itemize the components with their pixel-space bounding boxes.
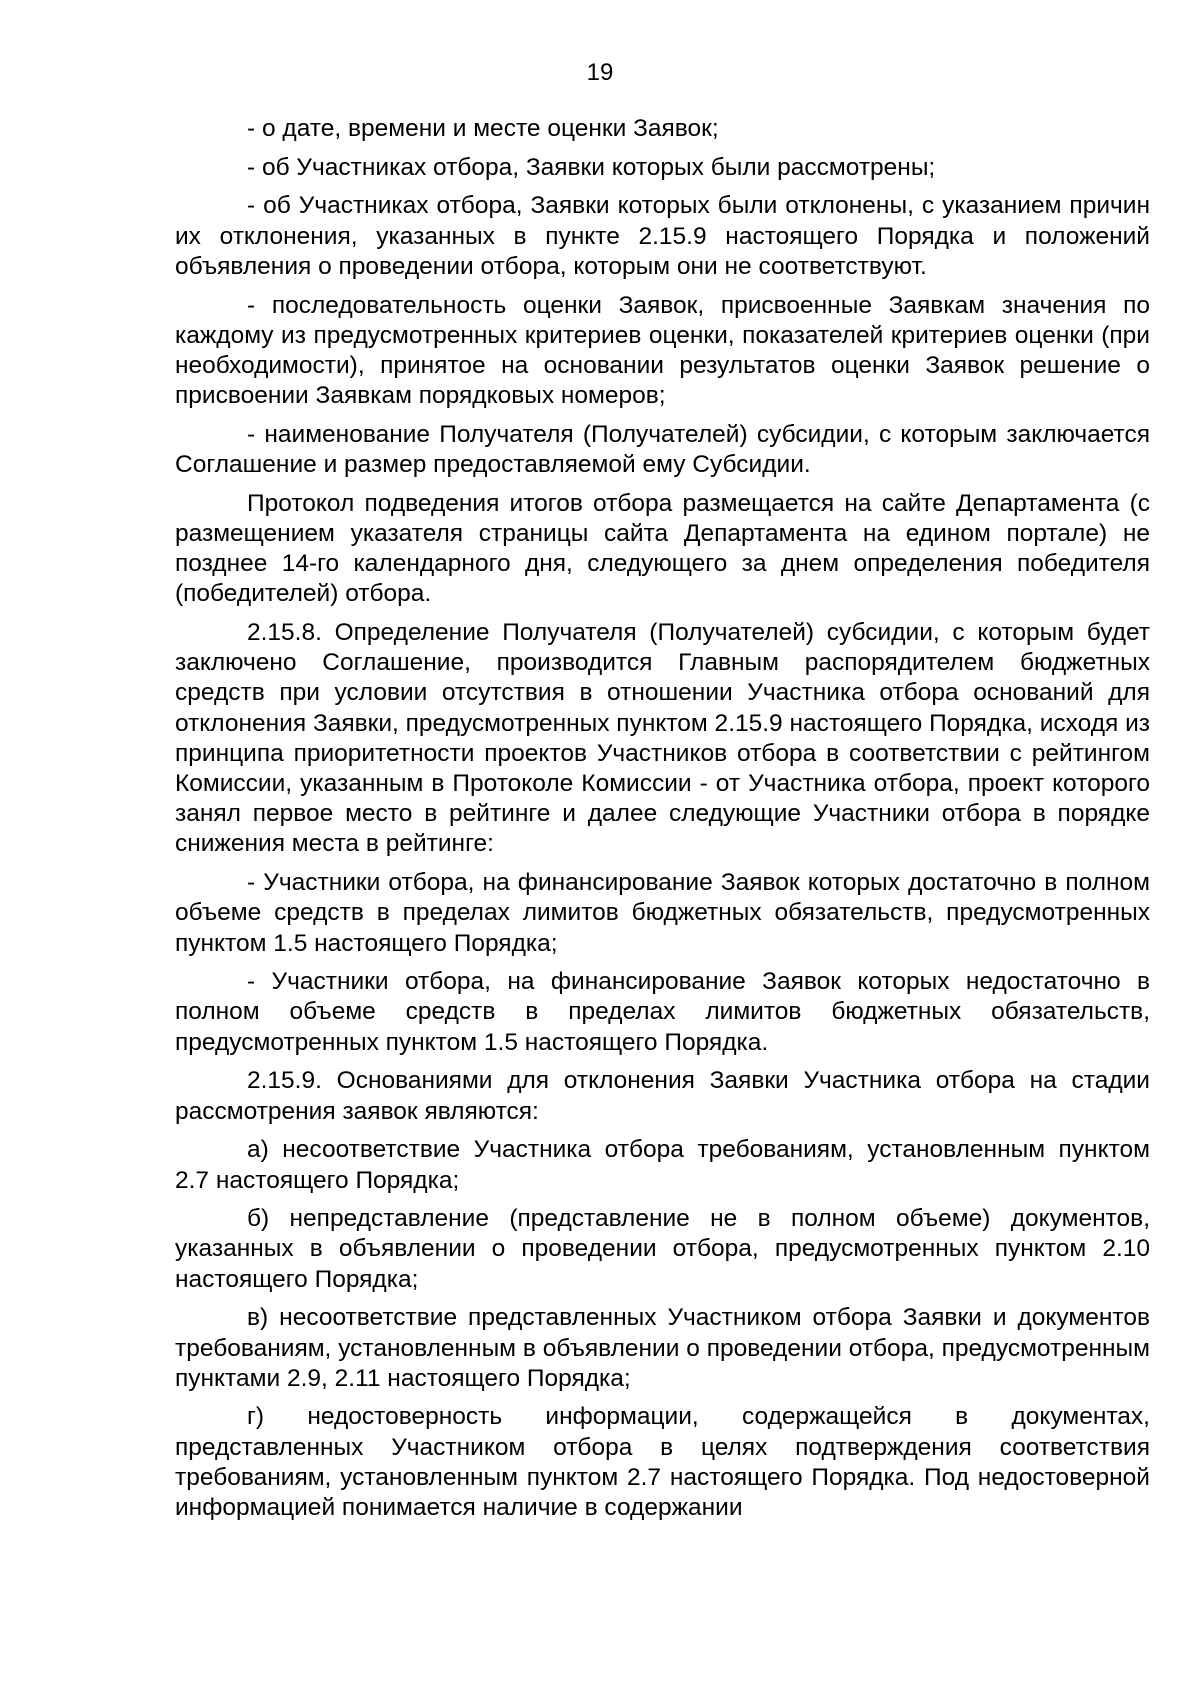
paragraph-item-v: в) несоответствие представленных Участником отбора Заявки и документов требованиям, установленным в объявлении о проведении отбора, предусмотренным пунктами 2.9, 2.11 настоящего Порядка; <box>175 1304 1150 1392</box>
document-body <box>175 114 1150 1532</box>
paragraph-item-a: а) несоответствие Участника отбора требованиям, установленным пунктом 2.7 настоящего Порядка; <box>175 1136 1150 1194</box>
paragraph-item-b: б) непредставление (представление не в полном объеме) документов, указанных в объявлении о проведении отбора, предусмотренных пунктом 2.10 настоящего Порядка; <box>175 1205 1150 1293</box>
paragraph-sufficient-funding: - Участники отбора, на финансирование Заявок которых достаточно в полном объеме средств в пределах лимитов бюджетных обязательств, предусмотренных пунктом 1.5 настоящего Порядка; <box>175 869 1150 957</box>
paragraph-considered-participants: - об Участниках отбора, Заявки которых были рассмотрены; <box>247 153 936 181</box>
paragraph-item-g: г) недостоверность информации, содержащейся в документах, представленных Участником отбора в целях подтверждения соответствия требованиям, установленным пунктом 2.7 настоящего Порядка. Под недостоверной информацией понимается наличие в содержании <box>175 1403 1150 1522</box>
paragraph-clause-2-15-8: 2.15.8. Определение Получателя (Получателей) субсидии, с которым будет заключено Соглашение, производится Главным распорядителем бюджетных средств при условии отсутствия в отношении Участника отбора оснований для отклонения Заявки, предусмотренных пунктом 2.15.9 настоящего Порядка, исходя из принципа приоритетности проектов Участников отбора в соответствии с рейтингом Комиссии, указанным в Протоколе Комиссии - от Участника отбора, проект которого занял первое место в рейтинге и далее следующие Участники отбора в порядке снижения места в рейтинге: <box>175 619 1150 858</box>
paragraph-protocol-publication: Протокол подведения итогов отбора размещается на сайте Департамента (с размещением указателя страницы сайта Департамента на едином портале) не позднее 14-го календарного дня, следующего за днем определения победителя (победителей) отбора. <box>175 489 1150 608</box>
paragraph-clause-2-15-9: 2.15.9. Основаниями для отклонения Заявки Участника отбора на стадии рассмотрения заявок являются: <box>175 1067 1150 1125</box>
page-number: 19 <box>586 59 614 86</box>
paragraph-rejected-participants: - об Участниках отбора, Заявки которых были отклонены, с указанием причин их отклонения, указанных в пункте 2.15.9 настоящего Порядка и положений объявления о проведении отбора, которым они не соответствуют. <box>175 192 1150 280</box>
paragraph-recipient-name: - наименование Получателя (Получателей) субсидии, с которым заключается Соглашение и размер предоставляемой ему Субсидии. <box>175 420 1150 479</box>
paragraph-insufficient-funding: - Участники отбора, на финансирование Заявок которых недостаточно в полном объеме средств в пределах лимитов бюджетных обязательств, предусмотренных пунктом 1.5 настоящего Порядка. <box>175 968 1150 1056</box>
paragraph-assessment-sequence: - последовательность оценки Заявок, присвоенные Заявкам значения по каждому из предусмотренных критериев оценки, показателей критериев оценки (при необходимости), принятое на основании результатов оценки Заявок решение о присвоении Заявкам порядковых номеров; <box>175 291 1150 410</box>
paragraph-assessment-date: - о дате, времени и месте оценки Заявок; <box>247 115 719 142</box>
